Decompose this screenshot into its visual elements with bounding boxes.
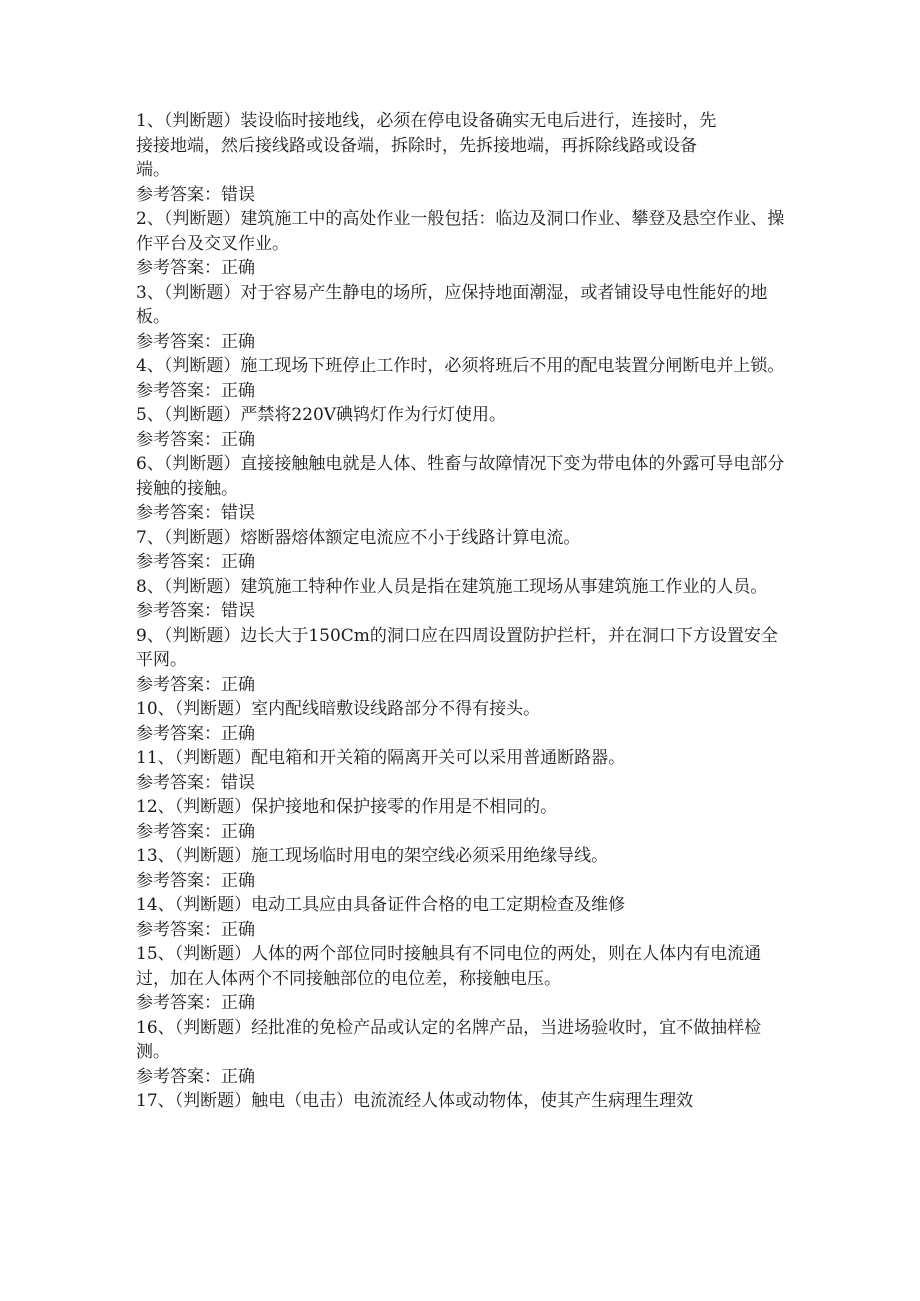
question-7: 7、（判断题）熔断器熔体额定电流应不小于线路计算电流。 [136,527,581,548]
question-text: 建筑施工特种作业人员是指在建筑施工现场从事建筑施工作业的人员。 [240,576,768,597]
answer-1 [136,183,786,208]
question-number: 14 [136,895,158,915]
answer-value: 错误 [221,772,255,793]
answer-13 [136,869,786,894]
question-number: 10 [136,699,158,719]
answer-14 [136,918,786,943]
answer-label: 参考答案： [136,723,221,744]
question-number: 8 [136,576,147,597]
question-text: 对于容易产生静电的场所，应保持地面潮湿，或者铺设导电性能好的地板。 [136,282,768,327]
question-1-line-1: 1、（判断题）装设临时接地线，必须在停电设备确实无电后进行，连接时，先 [136,111,717,131]
answer-2 [136,256,786,281]
answer-value: 正确 [221,331,255,352]
answer-value: 正确 [221,258,255,278]
answer-value: 正确 [221,1066,255,1087]
question-number: 12 [136,797,158,817]
question-type: （判断题） [163,405,241,425]
question-number: 9 [136,625,147,646]
question-type: （判断题） [174,1091,252,1111]
answer-5 [136,428,786,453]
question-text: 触电（电击）电流流经人体或动物体，使其产生病理生理效 [251,1091,694,1111]
answer-label: 参考答案： [136,919,221,940]
question-type: （判断题） [163,454,241,474]
answer-7 [136,550,786,575]
question-8: 8、（判断题）建筑施工特种作业人员是指在建筑施工现场从事建筑施工作业的人员。 [136,576,768,597]
question-text: 电动工具应由具备证件合格的电工定期检查及维修 [251,895,626,915]
question-text: 严禁将220V碘鸨灯作为行灯使用。 [240,405,507,425]
question-9: 9、（判断题）边长大于150Cm的洞口应在四周设置防护拦杆，并在洞口下方设置安全平网。 [136,625,778,670]
answer-value: 正确 [221,552,255,572]
question-14: 14、（判断题）电动工具应由具备证件合格的电工定期检查及维修 [136,895,626,915]
answer-value: 错误 [221,601,255,621]
answer-value: 正确 [221,429,255,450]
answer-label: 参考答案： [136,429,221,450]
question-6: 6、（判断题）直接接触触电就是人体、牲畜与故障情况下变为带电体的外露可导电部分接触的接触。 [136,454,785,499]
question-11: 11、（判断题）配电箱和开关箱的隔离开关可以采用普通断路器。 [136,748,626,768]
question-type: （判断题） [163,576,241,597]
question-13: 13、（判断题）施工现场临时用电的架空线必须采用绝缘导线。 [136,846,609,866]
question-12: 12、（判断题）保护接地和保护接零的作用是不相同的。 [136,797,558,817]
question-1-line-3: 端。 [136,160,170,180]
answer-8 [136,599,786,624]
question-number: 7 [136,527,147,548]
question-text: 施工现场临时用电的架空线必须采用绝缘导线。 [251,846,609,866]
question-number: 17 [136,1091,158,1111]
question-text: 配电箱和开关箱的隔离开关可以采用普通断路器。 [251,748,626,768]
question-type: （判断题） [174,1017,252,1038]
answer-label: 参考答案： [136,601,221,621]
question-type: （判断题） [163,527,241,548]
question-type: （判断题） [174,895,252,915]
question-type: （判断题） [174,797,252,817]
answer-label: 参考答案： [136,870,221,891]
answer-4 [136,379,786,404]
answer-label: 参考答案： [136,993,221,1013]
answer-label: 参考答案： [136,258,221,278]
question-10: 10、（判断题）室内配线暗敷设线路部分不得有接头。 [136,699,541,719]
question-text: 保护接地和保护接零的作用是不相同的。 [251,797,558,817]
question-15: 15、（判断题）人体的两个部位同时接触具有不同电位的两处，则在人体内有电流通过，加在人体两个不同接触部位的电位差，称接触电压。 [136,944,762,989]
answer-label: 参考答案： [136,503,221,523]
question-number: 5 [136,405,147,425]
question-number: 15 [136,944,158,964]
answer-label: 参考答案： [136,674,221,695]
question-type: （判断题） [163,282,241,303]
question-2: 2、（判断题）建筑施工中的高处作业一般包括：临边及洞口作业、攀登及悬空作业、操作平台及交叉作业。 [136,209,785,254]
question-number: 4 [136,356,147,376]
question-text: 人体的两个部位同时接触具有不同电位的两处，则在人体内有电流通过，加在人体两个不同接触部位的电位差，称接触电压。 [136,944,762,989]
answer-label: 参考答案： [136,552,221,572]
question-list [136,109,786,1114]
question-text: 直接接触触电就是人体、牲畜与故障情况下变为带电体的外露可导电部分接触的接触。 [136,454,785,499]
question-number: 3 [136,282,147,303]
answer-value: 正确 [221,723,255,744]
answer-label: 参考答案： [136,1066,221,1087]
question-type: （判断题） [174,944,252,964]
answer-value: 正确 [221,870,255,891]
question-16: 16、（判断题）经批准的免检产品或认定的名牌产品，当进场验收时，宜不做抽样检测。 [136,1017,762,1062]
question-1 [136,109,786,183]
answer-12 [136,820,786,845]
question-number: 16 [136,1017,158,1038]
question-type: （判断题） [163,356,241,376]
question-text: 经批准的免检产品或认定的名牌产品，当进场验收时，宜不做抽样检测。 [136,1017,762,1062]
question-text: 边长大于150Cm的洞口应在四周设置防护拦杆，并在洞口下方设置安全平网。 [136,625,778,670]
question-17: 17、（判断题）触电（电击）电流流经人体或动物体，使其产生病理生理效 [136,1091,694,1111]
question-3: 3、（判断题）对于容易产生静电的场所，应保持地面潮湿，或者铺设导电性能好的地板。 [136,282,768,327]
answer-9 [136,673,786,698]
answer-value: 错误 [221,503,255,523]
answer-label: 参考答案： [136,821,221,842]
answer-value: 正确 [221,919,255,940]
question-text: 熔断器熔体额定电流应不小于线路计算电流。 [240,527,581,548]
answer-label: 参考答案： [136,331,221,352]
answer-10 [136,722,786,747]
answer-label: 参考答案： [136,184,221,205]
answer-value: 正确 [221,380,255,401]
answer-15 [136,991,786,1016]
question-number: 2 [136,209,147,229]
question-type: （判断题） [174,748,252,768]
question-type: （判断题） [174,699,252,719]
question-text: 建筑施工中的高处作业一般包括：临边及洞口作业、攀登及悬空作业、操作平台及交叉作业。 [136,209,785,254]
answer-label: 参考答案： [136,772,221,793]
question-number: 13 [136,846,158,866]
answer-16 [136,1065,786,1090]
answer-value: 正确 [221,821,255,842]
answer-11 [136,771,786,796]
answer-value: 正确 [221,674,255,695]
question-number: 11 [136,748,158,768]
question-text: 室内配线暗敷设线路部分不得有接头。 [251,699,541,719]
question-type: （判断题） [174,846,252,866]
question-5: 5、（判断题）严禁将220V碘鸨灯作为行灯使用。 [136,405,507,425]
question-1-line-2: 接接地端，然后接线路或设备端，拆除时，先拆接地端，再拆除线路或设备 [136,135,697,156]
answer-3 [136,330,786,355]
question-4: 4、（判断题）施工现场下班停止工作时，必须将班后不用的配电装置分闸断电并上锁。 [136,356,785,376]
answer-6 [136,501,786,526]
question-type: （判断题） [163,209,241,229]
question-type: （判断题） [163,625,241,646]
answer-value: 错误 [221,184,255,205]
question-text: 施工现场下班停止工作时，必须将班后不用的配电装置分闸断电并上锁。 [240,356,785,376]
question-number: 6 [136,454,147,474]
answer-value: 正确 [221,993,255,1013]
answer-label: 参考答案： [136,380,221,401]
